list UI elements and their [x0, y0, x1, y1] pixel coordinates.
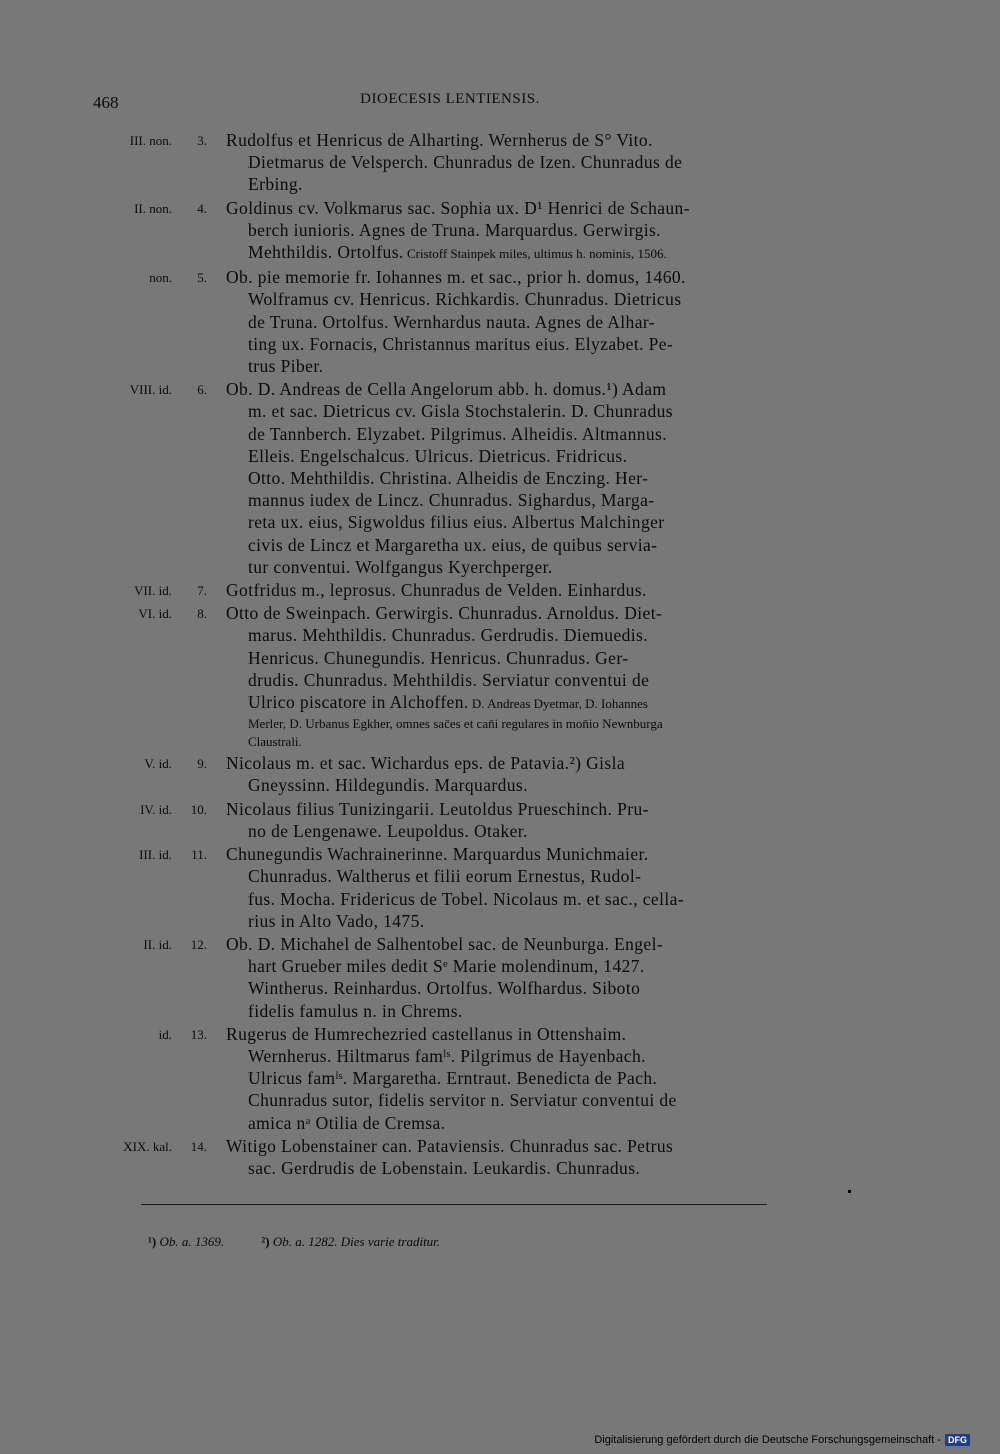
- entry-text: [226, 129, 813, 196]
- entry-line: fidelis famulus n. in Chrems.: [248, 1000, 463, 1021]
- entry-line: Ulrico piscatore in Alchoffen. D. Andreas Dyetmar, D. Iohannes: [248, 692, 648, 713]
- entry-line: amica nᵃ Otilia de Cremsa.: [248, 1112, 446, 1133]
- page-number: 468: [93, 93, 119, 112]
- entry-line: Rudolfus et Henricus de Alharting. Wernherus de S° Vito.: [226, 130, 653, 150]
- entry-day-number: 12.: [190, 936, 207, 952]
- entry-line: sac. Gerdrudis de Lobenstain. Leukardis. Chunradus.: [248, 1157, 641, 1178]
- entry-day-number: 10.: [190, 801, 207, 817]
- calendar-entry: [0, 579, 1000, 601]
- credit-text: Digitalisierung gefördert durch die Deutsche Forschungsgemeinschaft -: [594, 1434, 941, 1446]
- entry-date: III. id.: [139, 847, 172, 863]
- entry-date: II. id.: [143, 936, 172, 952]
- entry-line: rius in Alto Vado, 1475.: [248, 910, 425, 931]
- entry-line: Wintherus. Reinhardus. Ortolfus. Wolfhardus. Siboto: [248, 978, 641, 999]
- later-addition: Cristoff Stainpek miles, ultimus h. nominis, 1506.: [403, 246, 667, 262]
- calendar-entry: [0, 378, 1000, 578]
- entry-day-number: 11.: [191, 847, 207, 863]
- entry-day-number: 9.: [197, 756, 207, 772]
- footnote-2: ²) Ob. a. 1282. Dies varie traditur.: [261, 1234, 441, 1249]
- entry-date: II. non.: [134, 200, 172, 216]
- later-addition: D. Andreas Dyetmar, D. Iohannes: [468, 696, 648, 712]
- entry-line: Henricus. Chunegundis. Henricus. Chunradus. Ger-: [248, 647, 629, 668]
- entry-line: Chunradus sutor, fidelis servitor n. Serviatur conventui de: [248, 1090, 677, 1111]
- entry-line: Gotfridus m., leprosus. Chunradus de Velden. Einhardus.: [226, 580, 647, 601]
- calendar-entry: [0, 266, 1000, 377]
- scan-speck: [848, 1190, 851, 1193]
- entry-line: no de Lengenawe. Leupoldus. Otaker.: [248, 820, 528, 841]
- calendar-entry: [0, 1023, 1000, 1134]
- entry-line: drudis. Chunradus. Mehthildis. Serviatur conventui de: [248, 669, 650, 690]
- entry-date: VII. id.: [134, 583, 172, 599]
- calendar-entry: [0, 752, 1000, 796]
- footnote-1: ¹) Ob. a. 1369.: [148, 1234, 225, 1249]
- entry-line: Witigo Lobenstainer can. Pataviensis. Chunradus sac. Petrus: [226, 1135, 674, 1156]
- entry-day-number: 7.: [197, 583, 207, 599]
- footnotes: [148, 1234, 474, 1250]
- entry-line: de Tannberch. Elyzabet. Pilgrimus. Alheidis. Altmannus.: [248, 423, 668, 444]
- calendar-entry: [0, 798, 1000, 842]
- entry-text: [226, 1135, 813, 1179]
- entry-date: XIX. kal.: [123, 1138, 172, 1154]
- calendar-entry: [0, 843, 1000, 932]
- entry-line: Gneyssinn. Hildegundis. Marquardus.: [248, 775, 528, 796]
- entry-line: mannus iudex de Lincz. Chunradus. Sighardus, Marga-: [248, 490, 655, 511]
- entry-line: civis de Lincz et Margaretha ux. eius, de quibus servia-: [248, 534, 658, 555]
- entry-day-number: 6.: [197, 382, 207, 398]
- entry-day-number: 3.: [197, 133, 207, 148]
- entry-line: Wernherus. Hiltmarus famˡˢ. Pilgrimus de Hayenbach.: [248, 1045, 646, 1066]
- entry-line: Chunradus. Waltherus et filii eorum Ernestus, Rudol-: [248, 866, 642, 887]
- entry-line: Rugerus de Humrechezried castellanus in Ottenshaim.: [226, 1023, 627, 1044]
- entry-line: berch iunioris. Agnes de Truna. Marquardus. Gerwirgis.: [248, 219, 662, 240]
- calendar-entry: [0, 602, 1000, 751]
- entry-line: Ob. pie memorie fr. Iohannes m. et sac., prior h. domus, 1460.: [226, 267, 686, 288]
- entry-line: reta ux. eius, Sigwoldus filius eius. Albertus Malchinger: [248, 512, 665, 533]
- entry-line: marus. Mehthildis. Chunradus. Gerdrudis. Diemuedis.: [248, 625, 649, 646]
- running-head: DIOECESIS LENTIENSIS.: [360, 91, 540, 107]
- entry-line: Chunegundis Wachrainerinne. Marquardus Munichmaier.: [226, 844, 649, 865]
- entry-line: Mehthildis. Ortolfus. Cristoff Stainpek miles, ultimus h. nominis, 1506.: [248, 242, 667, 263]
- entry-date: III. non.: [129, 133, 172, 148]
- entry-line: de Truna. Ortolfus. Wernhardus nauta. Agnes de Alhar-: [248, 311, 655, 332]
- entry-date: VI. id.: [138, 606, 172, 622]
- entry-day-number: 4.: [197, 200, 207, 216]
- later-addition-line: Claustrali.: [248, 734, 302, 750]
- calendar-entry: [0, 1135, 1000, 1179]
- entry-text: [226, 843, 813, 932]
- dfg-logo: DFG: [945, 1434, 970, 1446]
- entry-text: [226, 266, 813, 377]
- entry-day-number: 14.: [190, 1138, 207, 1154]
- entry-line: Nicolaus filius Tunizingarii. Leutoldus Prueschinch. Pru-: [226, 798, 649, 819]
- entry-line: Wolframus cv. Henricus. Richkardis. Chunradus. Dietricus: [248, 289, 682, 310]
- entry-date: VIII. id.: [129, 382, 172, 398]
- entry-text: [226, 602, 813, 751]
- entry-line: Goldinus cv. Volkmarus sac. Sophia ux. D¹ Henrici de Schaun-: [226, 197, 690, 218]
- entry-text: [226, 378, 813, 578]
- entry-day-number: 5.: [197, 270, 207, 286]
- entry-text: [226, 1023, 813, 1134]
- entry-line: tur conventui. Wolfgangus Kyerchperger.: [248, 556, 553, 577]
- entry-date: V. id.: [144, 756, 172, 772]
- entry-text: [226, 579, 813, 601]
- entry-line: Nicolaus m. et sac. Wichardus eps. de Patavia.²) Gisla: [226, 753, 626, 774]
- entry-line: Otto de Sweinpach. Gerwirgis. Chunradus. Arnoldus. Diet-: [226, 603, 663, 624]
- entry-line: hart Grueber miles dedit Sᵉ Marie molendinum, 1427.: [248, 956, 645, 977]
- calendar-entry: [0, 129, 1000, 196]
- entry-text: [226, 933, 813, 1022]
- entry-text: [226, 197, 813, 266]
- entry-text: [226, 752, 813, 796]
- entry-day-number: 8.: [197, 606, 207, 622]
- entry-line: m. et sac. Dietricus cv. Gisla Stochstalerin. D. Chunradus: [248, 401, 673, 422]
- calendar-entries: [0, 129, 1000, 1180]
- entry-line: Ob. D. Michahel de Salhentobel sac. de Neunburga. Engel-: [226, 933, 664, 954]
- calendar-entry: [0, 197, 1000, 266]
- entry-line: Ob. D. Andreas de Cella Angelorum abb. h. domus.¹) Adam: [226, 379, 667, 400]
- entry-line: trus Piber.: [248, 356, 324, 377]
- calendar-entry: [0, 933, 1000, 1022]
- entry-line: ting ux. Fornacis, Christannus maritus eius. Elyzabet. Pe-: [248, 333, 674, 354]
- entry-text: [226, 798, 813, 842]
- later-addition-line: Merler, D. Urbanus Egkher, omnes sac̄es et can̄i regulares in mon̄io Newnburga: [248, 716, 663, 732]
- entry-line: Erbing.: [248, 174, 303, 195]
- footnote-divider: [141, 1204, 767, 1205]
- entry-line: Elleis. Engelschalcus. Ulricus. Dietricus. Fridricus.: [248, 445, 628, 466]
- entry-line: Dietmarus de Velsperch. Chunradus de Izen. Chunradus de: [248, 152, 683, 173]
- entry-line: Otto. Mehthildis. Christina. Alheidis de Enczing. Her-: [248, 468, 649, 489]
- entry-date: id.: [158, 1026, 172, 1042]
- entry-day-number: 13.: [190, 1026, 207, 1042]
- digitization-credit: [594, 1434, 970, 1446]
- entry-date: non.: [149, 270, 172, 286]
- entry-line: Ulricus famˡˢ. Margaretha. Erntraut. Benedicta de Pach.: [248, 1068, 658, 1089]
- entry-date: IV. id.: [140, 801, 172, 817]
- entry-line: fus. Mocha. Fridericus de Tobel. Nicolaus m. et sac., cella-: [248, 888, 685, 909]
